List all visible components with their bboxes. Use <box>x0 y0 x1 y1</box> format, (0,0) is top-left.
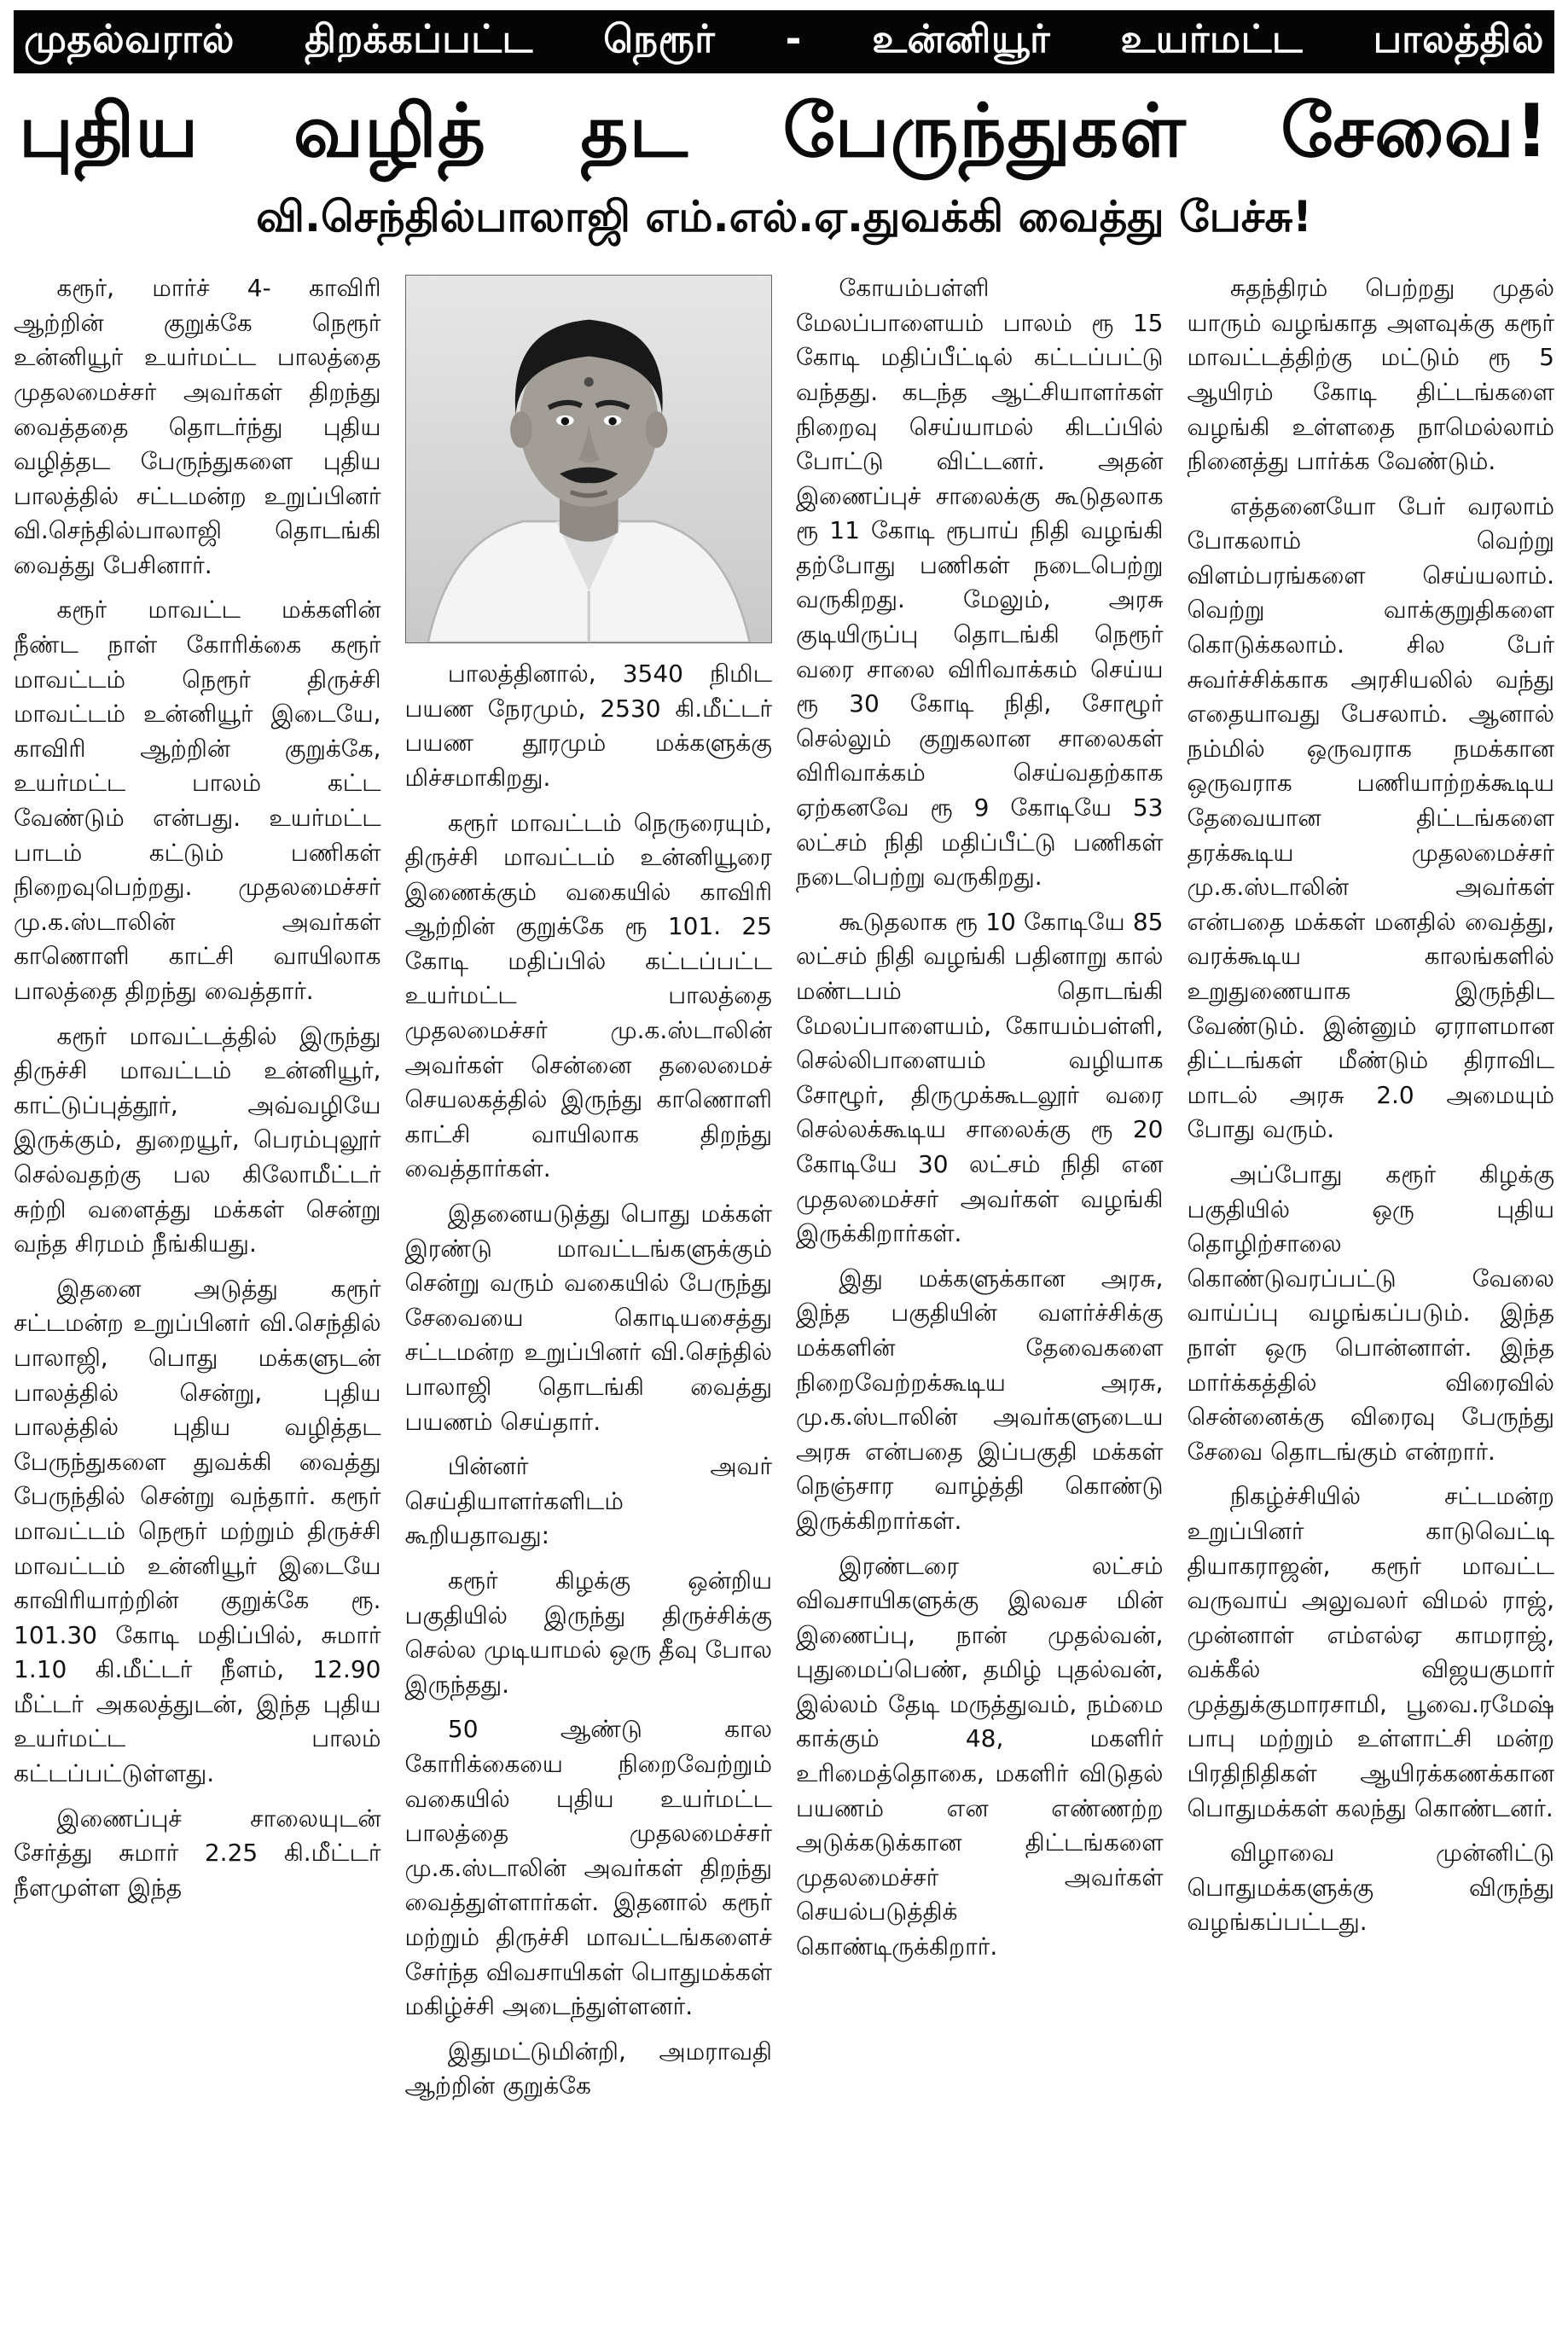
article-paragraph: 50 ஆண்டு கால கோரிக்கையை நிறைவேற்றும் வகையில் புதிய உயர்மட்ட பாலத்தை முதலமைச்சர் மு.க.ஸ்டாலின் அவர்கள் திறந்து வைத்துள்ளார்கள். இதனால் கரூர் மற்றும் திருச்சி மாவட்டங்களைச் சேர்ந்த விவசாயிகள் பொதுமக்கள் மகிழ்ச்சி அடைந்துள்ளனர். <box>404 1715 772 2021</box>
column-1-text <box>14 271 381 1905</box>
article-paragraph: இரண்டரை லட்சம் விவசாயிகளுக்கு இலவச மின் இணைப்பு, நான் முதல்வன், புதுமைப்பெண், தமிழ் புதல்வன், இல்லம் தேடி மருத்துவம், நம்மை காக்கும் 48, மகளிர் உரிமைத்தொகை, மகளிர் விடுதல் பயணம் என எண்ணற்ற அடுக்கடுக்கான திட்டங்களை முதலமைச்சர் அவர்கள் செயல்படுத்திக் கொண்டிருக்கிறார். <box>796 1551 1164 1961</box>
column-2 <box>405 271 773 2114</box>
article-paragraph: இதனை அடுத்து கரூர் சட்டமன்ற உறுப்பினர் வி.செந்தில் பாலாஜி, பொது மக்களுடன் பாலத்தில் சென்று, புதிய பாலத்தில் புதிய வழித்தட பேருந்துகளை துவக்கி வைத்து பேருந்தில் சென்று வந்தார். கரூர் மாவட்டம் நெரூர் மற்றும் திருச்சி மாவட்டம் உன்னியூர் இடையே காவிரியாற்றின் குறுக்கே ரூ. 101.30 கோடி மதிப்பில், சுமார் 1.10 கி.மீட்டர் நீளம், 12.90 மீட்டர் அகலத்துடன், இந்த புதிய உயர்மட்ட பாலம் கட்டப்பட்டுள்ளது. <box>14 1274 381 1788</box>
article-paragraph: இதுமட்டுமின்றி, அமராவதி ஆற்றின் குறுக்கே <box>404 2037 772 2101</box>
kicker-text: முதல்வரால் திறக்கப்பட்ட நெரூர் - உன்னியூர் உயர்மட்ட பாலத்தில் <box>24 16 1544 61</box>
article-paragraph: கரூர் மாவட்டத்தில் இருந்து திருச்சி மாவட்டம் உன்னியூர், காட்டுப்புத்தூர், அவ்வழியே இருக்கும், துறையூர், பெரம்புலூர் செல்வதற்கு பல கிலோமீட்டர் சுற்றி வளைத்து மக்கள் சென்று வந்த சிரமம் நீங்கியது. <box>14 1021 381 1258</box>
article-paragraph: பின்னர் அவர் செய்தியாளர்களிடம் கூறியதாவது: <box>404 1452 772 1550</box>
column-1 <box>14 271 381 2114</box>
article-paragraph: இது மக்களுக்கான அரசு, இந்த பகுதியின் வளர்ச்சிக்கு மக்களின் தேவைகளை நிறைவேற்றக்கூடிய அரசு, மு.க.ஸ்டாலின் அவர்களுடைய அரசு என்பதை இப்பகுதி மக்கள் நெஞ்சார வாழ்த்தி கொண்டு இருக்கிறார்கள். <box>796 1264 1164 1535</box>
kicker-bar <box>14 10 1554 73</box>
article-paragraph: விழாவை முன்னிட்டு பொதுமக்களுக்கு விருந்து வழங்கப்பட்டது. <box>1187 1839 1554 1937</box>
column-4-text <box>1188 271 1555 1940</box>
article-paragraph: சுதந்திரம் பெற்றது முதல் யாரும் வழங்காத அளவுக்கு கரூர் மாவட்டத்திற்கு மட்டும் ரூ 5 ஆயிரம் கோடி திட்டங்களை வழங்கி உள்ளதை நாமெல்லாம் நினைத்து பார்க்க வேண்டும். <box>1187 274 1554 476</box>
article-paragraph: நிகழ்ச்சியில் சட்டமன்ற உறுப்பினர் காடுவெட்டி தியாகராஜன், கரூர் மாவட்ட வருவாய் அலுவலர் விமல் ராஜ், முன்னாள் எம்எல்ஏ காமராஜ், வக்கீல் விஜயகுமார் முத்துக்குமாரசாமி, பூவை.ரமேஷ் பாபு மற்றும் உள்ளாட்சி மன்ற பிரதிநிதிகள் ஆயிரக்கணக்கான பொதுமக்கள் கலந்து கொண்டனர். <box>1187 1482 1554 1822</box>
article-paragraph: கரூர் மாவட்ட மக்களின் நீண்ட நாள் கோரிக்கை கரூர் மாவட்டம் நெரூர் திருச்சி மாவட்டம் உன்னியூர் இடையே, காவிரி ஆற்றின் குறுக்கே, உயர்மட்ட பாலம் கட்ட வேண்டும் என்பது. உயர்மட்ட பாடம் கட்டும் பணிகள் நிறைவுபெற்றது. முதலமைச்சர் மு.க.ஸ்டாலின் அவர்கள் காணொளி காட்சி வாயிலாக பாலத்தை திறந்து வைத்தார். <box>14 596 381 1005</box>
portrait-photo-graphic <box>406 276 772 642</box>
column-3-text <box>796 271 1164 1965</box>
article-paragraph: எத்தனையோ பேர் வரலாம் போகலாம் வெற்று விளம்பரங்களை செய்யலாம். வெற்று வாக்குறுதிகளை கொடுக்கலாம். சில பேர் சுவர்ச்சிக்காக அரசியலில் வந்து எதையாவது பேசலாம். ஆனால் நம்மில் ஒருவராக நமக்கான ஒருவராக பணியாற்றக்கூடிய தேவையான திட்டங்களை தரக்கூடிய முதலமைச்சர் மு.க.ஸ்டாலின் அவர்கள் என்பதை மக்கள் மனதில் வைத்து, வரக்கூடிய காலங்களில் உறுதுணையாக இருந்திட வேண்டும். இன்னும் ஏராளமான திட்டங்கள் மீண்டும் திராவிட மாடல் அரசு 2.0 அமையும் போது வரும். <box>1187 491 1554 1144</box>
column-4 <box>1188 271 1555 2114</box>
article-paragraph: கரூர், மார்ச் 4- காவிரி ஆற்றின் குறுக்கே நெரூர் உன்னியூர் உயர்மட்ட பாலத்தை முதலமைச்சர் அவர்கள் திறந்து வைத்ததை தொடர்ந்து புதிய வழித்தட பேருந்துகளை புதிய பாலத்தில் சட்டமன்ற உறுப்பினர் வி.செந்தில்பாலாஜி தொடங்கி வைத்து பேசினார். <box>14 274 381 579</box>
article-paragraph: கூடுதலாக ரூ 10 கோடியே 85 லட்சம் நிதி வழங்கி பதினாறு கால் மண்டபம் தொடங்கி மேலப்பாளையம், கோயம்பள்ளி, செல்லிபாளையம் வழியாக சோழூர், திருமுக்கூடலூர் வரை செல்லக்கூடிய சாலைக்கு ரூ 20 கோடியே 30 லட்சம் நிதி என முதலமைச்சர் அவர்கள் வழங்கி இருக்கிறார்கள். <box>796 907 1164 1248</box>
article-header <box>14 10 1554 247</box>
article-paragraph: பாலத்தினால், 3540 நிமிட பயண நேரமும், 2530 கி.மீட்டர் பயண தூரமும் மக்களுக்கு மிச்சமாகிறது. <box>404 660 772 792</box>
article-body <box>14 271 1554 2114</box>
article-paragraph: கரூர் மாவட்டம் நெருரையும், திருச்சி மாவட்டம் உன்னியூரை இணைக்கும் வகையில் காவிரி ஆற்றின் குறுக்கே ரூ 101. 25 கோடி மதிப்பில் கட்டப்பட்ட உயர்மட்ட பாலத்தை முதலமைச்சர் மு.க.ஸ்டாலின் அவர்கள் சென்னை தலைமைச் செயலகத்தில் இருந்து காணொளி காட்சி வாயிலாக திறந்து வைத்தார்கள். <box>404 808 772 1183</box>
article-paragraph: கோயம்பள்ளி மேலப்பாளையம் பாலம் ரூ 15 கோடி மதிப்பீட்டில் கட்டப்பட்டு வந்தது. கடந்த ஆட்சியாளர்கள் நிறைவு செய்யாமல் கிடப்பில் போட்டு விட்டனர். அதன் இணைப்புச் சாலைக்கு கூடுதலாக ரூ 11 கோடி ரூபாய் நிதி வழங்கி தற்போது பணிகள் நடைபெற்று வருகிறது. மேலும், அரசு குடியிருப்பு தொடங்கி நெரூர் வரை சாலை விரிவாக்கம் செய்ய ரூ 30 கோடி நிதி, சோழூர் செல்லும் குறுகலான சாலைகள் விரிவாக்கம் செய்வதற்காக ஏற்கனவே ரூ 9 கோடியே 53 லட்சம் நிதி மதிப்பீட்டு பணிகள் நடைபெற்று வருகிறது. <box>796 274 1164 892</box>
portrait-photo <box>405 275 773 643</box>
article-paragraph: அப்போது கரூர் கிழக்கு பகுதியில் ஒரு புதிய தொழிற்சாலை கொண்டுவரப்பட்டு வேலை வாய்ப்பு வழங்கப்படும். இந்த நாள் ஒரு பொன்னாள். இந்த மார்க்கத்தில் விரைவில் சென்னைக்கு விரைவு பேருந்து சேவை தொடங்கும் என்றார். <box>1187 1159 1554 1466</box>
headline: புதிய வழித் தட பேருந்துகள் சேவை! <box>19 89 1549 175</box>
article-paragraph: கரூர் கிழக்கு ஒன்றிய பகுதியில் இருந்து திருச்சிக்கு செல்ல முடியாமல் ஒரு தீவு போல இருந்தது. <box>404 1566 772 1699</box>
article-paragraph: இதனையடுத்து பொது மக்கள் இரண்டு மாவட்டங்களுக்கும் சென்று வரும் வகையில் பேருந்து சேவையை கொடியசைத்து சட்டமன்ற உறுப்பினர் வி.செந்தில் பாலாஜி தொடங்கி வைத்து பயணம் செய்தார். <box>404 1200 772 1436</box>
column-3 <box>796 271 1164 2114</box>
article-paragraph: இணைப்புச் சாலையுடன் சேர்த்து சுமார் 2.25 கி.மீட்டர் நீளமுள்ள இந்த <box>14 1804 381 1902</box>
column-2-text <box>405 657 773 2104</box>
subheadline: வி.செந்தில்பாலாஜி எம்.எல்.ஏ.துவக்கி வைத்து பேச்சு! <box>256 192 1312 242</box>
